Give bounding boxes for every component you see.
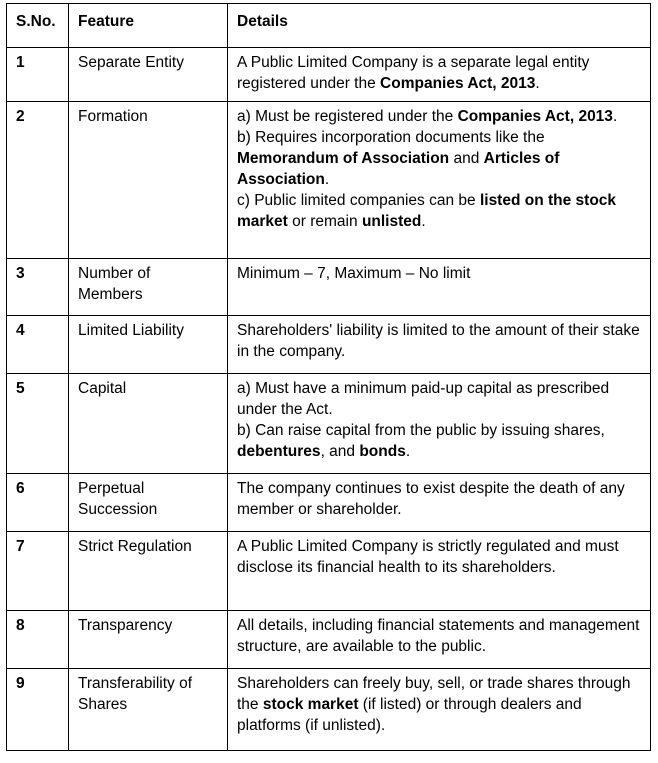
row-details [228,316,651,374]
document-page [6,3,651,751]
details-bold-text: unlisted [361,213,422,230]
details-paragraph [237,106,641,127]
features-table [6,3,651,751]
row-sno: 8 [7,611,69,669]
row-sno: 2 [7,102,69,259]
table-row [7,102,651,259]
details-text: A Public Limited Company is strictly regulated and must disclose its financial health to its shareholders. [237,538,619,576]
table-row [7,669,651,751]
details-text: The company continues to exist despite the death of any member or shareholder. [237,480,625,518]
details-text: and [449,150,484,167]
details-text: Shareholders' liability is limited to the amount of their stake in the company. [237,322,640,360]
row-sno: 7 [7,532,69,611]
details-bold-text: Memorandum of Association [237,150,450,167]
table-row [7,611,651,669]
row-feature: Transferability of Shares [69,669,228,751]
details-text: All details, including financial statements and management structure, are available to the public. [237,617,640,655]
header-sno: S.No. [7,4,69,48]
details-text: A Public Limited Company is a separate legal entity registered under the [237,54,590,92]
table-row [7,474,651,532]
details-bold-text: bonds [359,443,406,460]
details-text: , and [320,443,360,460]
details-paragraph [237,127,641,190]
row-feature: Capital [69,374,228,474]
details-paragraph [237,478,641,520]
details-text: (if listed) or through dealers and platforms (if unlisted). [237,696,582,734]
row-sno: 1 [7,48,69,102]
row-details [228,48,651,102]
details-bold-text: Companies Act, 2013 [457,108,613,125]
details-bold-text: debentures [237,443,321,460]
row-details [228,611,651,669]
table-row [7,374,651,474]
row-sno: 5 [7,374,69,474]
details-paragraph [237,378,641,420]
row-feature: Separate Entity [69,48,228,102]
row-details [228,669,651,751]
row-details [228,532,651,611]
details-text: Minimum – 7, Maximum – No limit [237,265,471,282]
row-feature: Perpetual Succession [69,474,228,532]
details-text: . [324,171,330,188]
details-text: a) Must be registered under the [237,108,458,125]
details-text: a) Must have a minimum paid-up capital as prescribed under the Act. [237,380,610,418]
row-feature: Formation [69,102,228,259]
details-paragraph [237,615,641,657]
row-details [228,259,651,316]
details-bold-text: Companies Act, 2013 [380,75,536,92]
details-paragraph [237,190,641,232]
details-text: . [405,443,411,460]
row-sno: 4 [7,316,69,374]
row-details [228,102,651,259]
details-paragraph [237,536,641,578]
header-details: Details [228,4,651,48]
details-text: b) Requires incorporation documents like the [237,129,545,146]
details-text: . [421,213,426,230]
details-paragraph [237,263,641,284]
details-paragraph [237,420,641,462]
row-feature: Number of Members [69,259,228,316]
details-text: . [612,108,618,125]
table-header-row [7,4,651,48]
details-bold-text: stock market [262,696,359,713]
details-paragraph [237,320,641,362]
row-feature: Strict Regulation [69,532,228,611]
table-row [7,532,651,611]
details-bold-text: listed on the stock market [237,192,617,230]
table-row [7,48,651,102]
details-paragraph [237,673,641,736]
row-sno: 3 [7,259,69,316]
table-row [7,259,651,316]
row-feature: Transparency [69,611,228,669]
table-row [7,316,651,374]
details-text: c) Public limited companies can be [237,192,480,209]
details-bold-text: Articles of Association [237,150,560,188]
row-feature: Limited Liability [69,316,228,374]
details-text: Shareholders can freely buy, sell, or trade shares through the [237,675,631,713]
details-text: . [535,75,540,92]
details-text: or remain [287,213,362,230]
row-details [228,374,651,474]
header-feature: Feature [69,4,228,48]
details-text: b) Can raise capital from the public by issuing shares, [237,422,605,439]
details-paragraph [237,52,641,94]
row-details [228,474,651,532]
row-sno: 9 [7,669,69,751]
row-sno: 6 [7,474,69,532]
